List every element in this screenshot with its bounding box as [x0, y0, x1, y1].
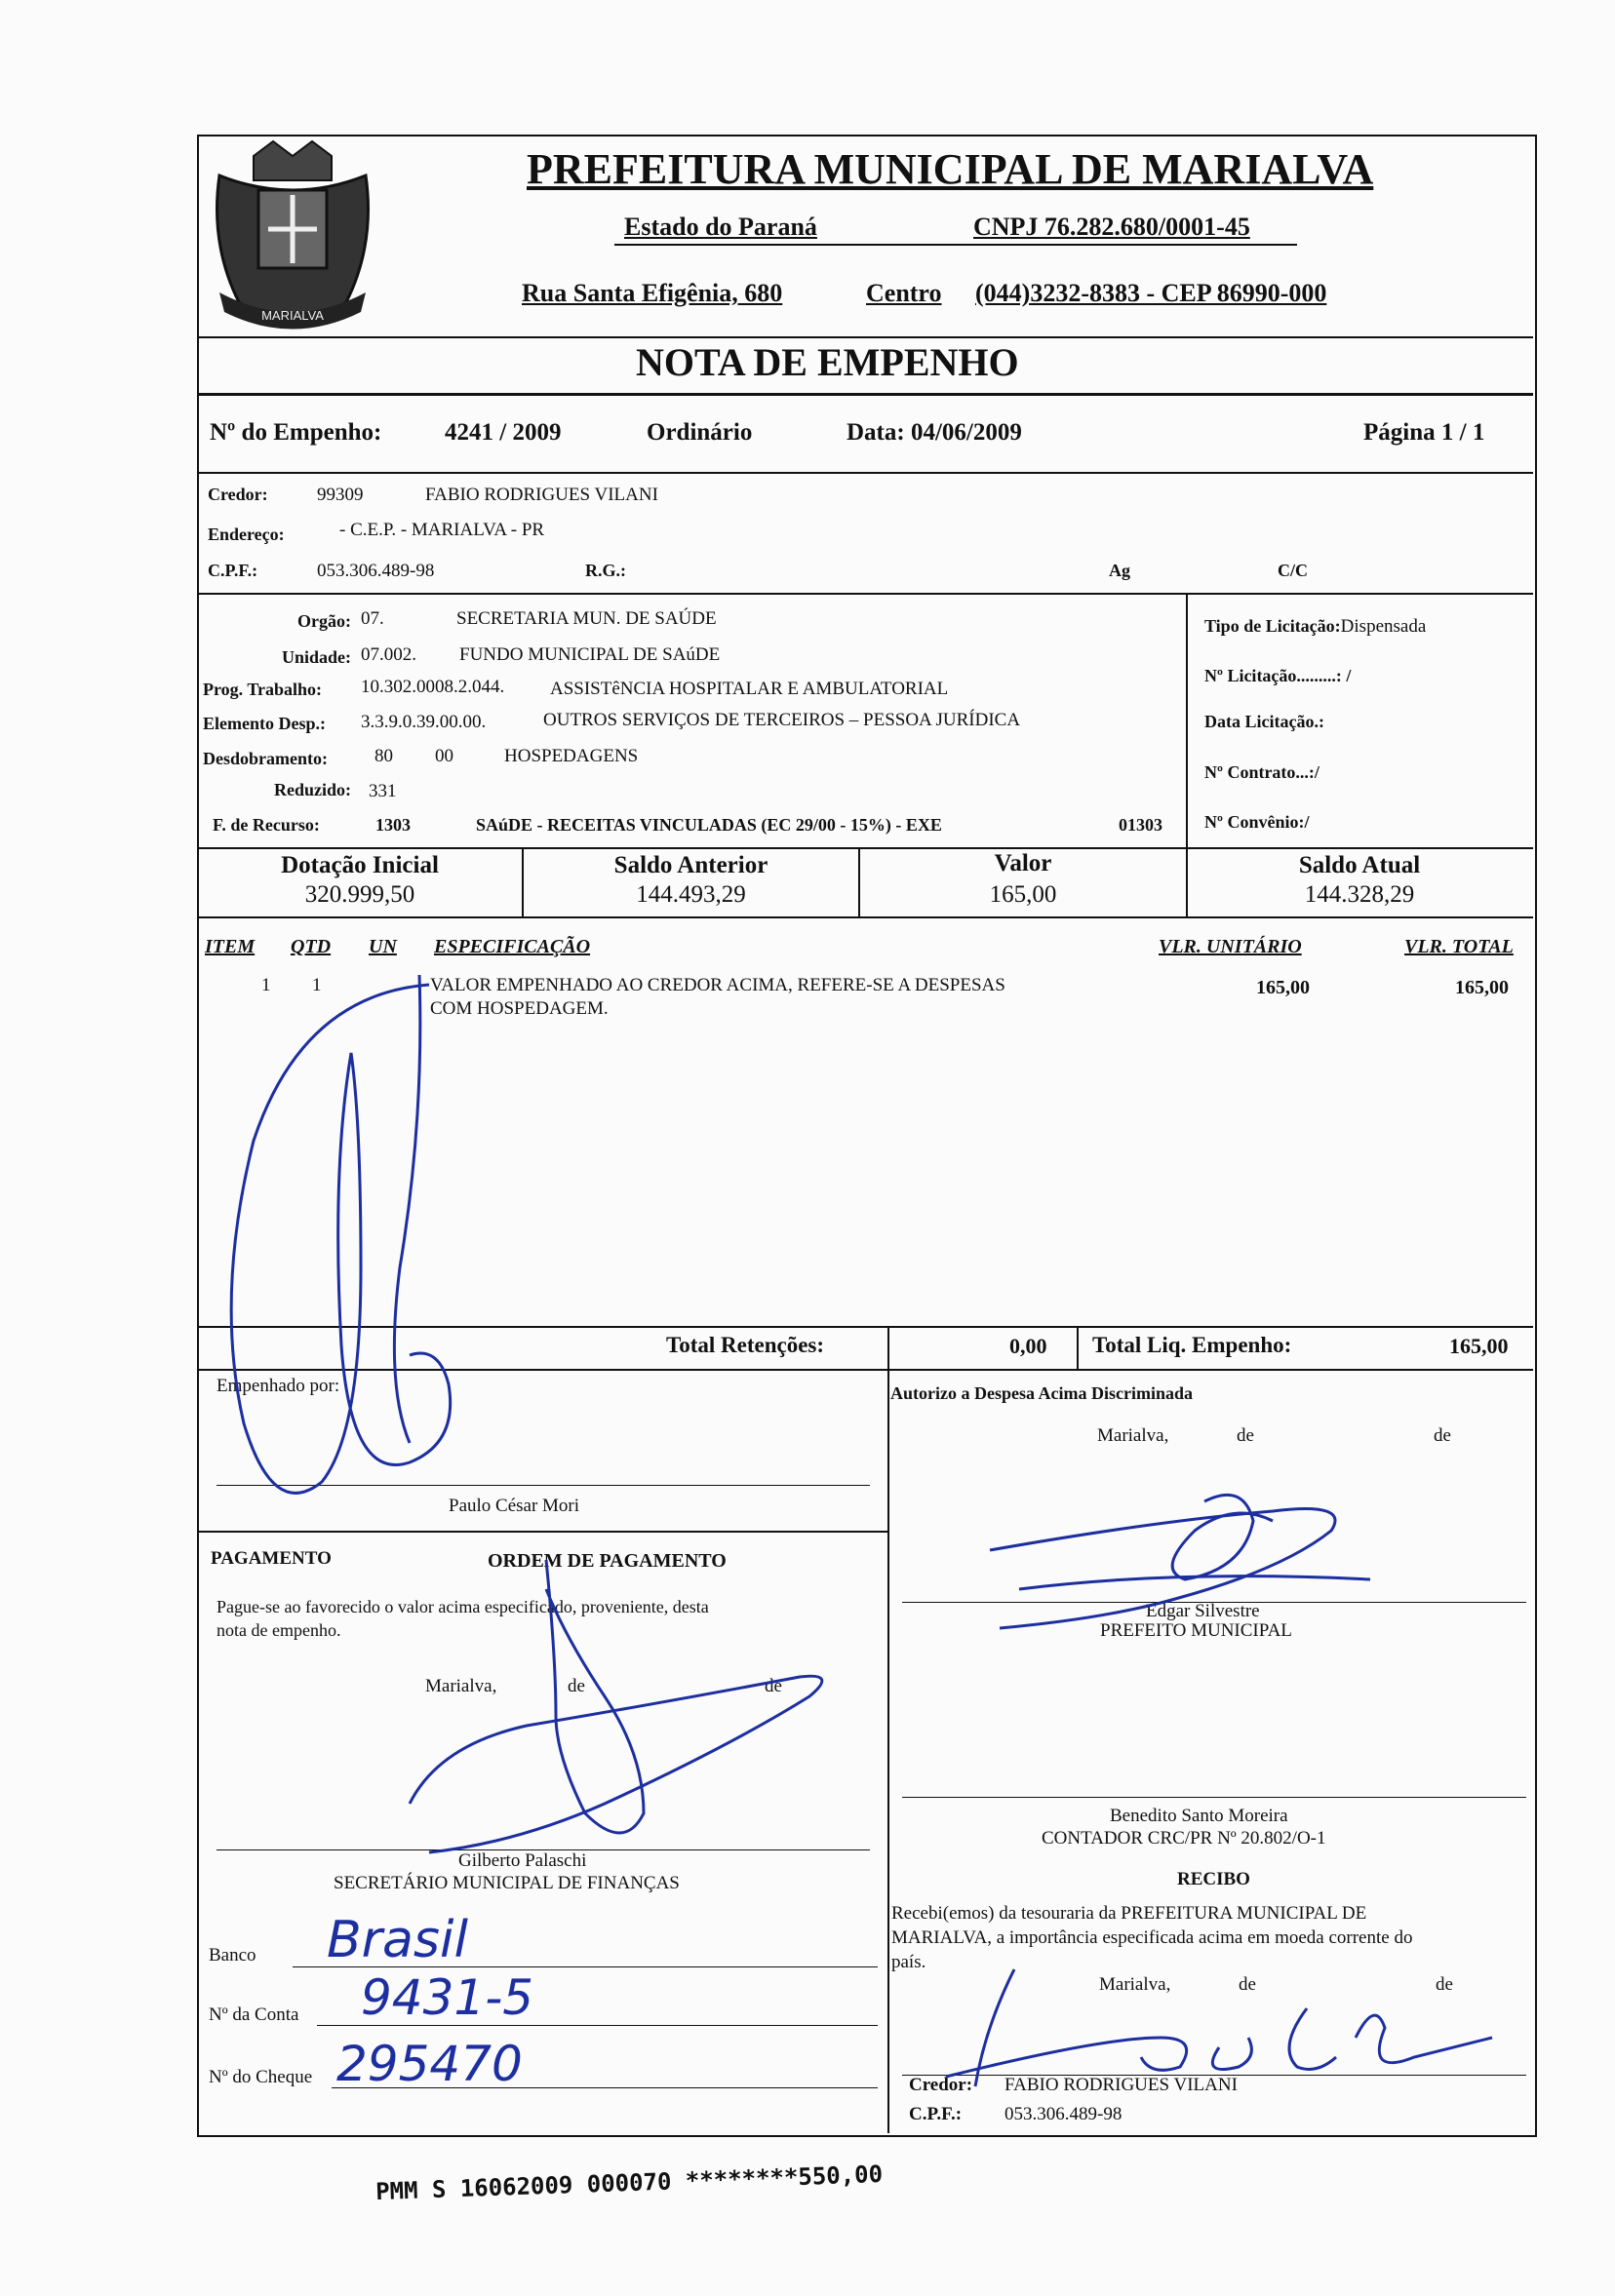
empenhado-label: Empenhado por: — [217, 1376, 340, 1396]
item-vlr-unitario: 165,00 — [1256, 977, 1310, 998]
banco-handwritten: Brasil — [327, 1911, 468, 1969]
licitacao-numero: Nº Licitação.........: / — [1204, 666, 1352, 685]
cheque-label: Nº do Cheque — [209, 2067, 313, 2087]
contador-sign-line — [902, 1797, 1526, 1798]
recibo-cpf-label: C.P.F.: — [909, 2104, 963, 2124]
valor-label: Valor — [994, 850, 1052, 876]
licitacao-tipo-label: Tipo de Licitação: — [1204, 616, 1341, 636]
prefeito-signature — [961, 1462, 1409, 1648]
autorizo-de-1: de — [1237, 1425, 1254, 1446]
credor-signature — [907, 1960, 1512, 2096]
licitacao-convenio: Nº Convênio:/ — [1204, 812, 1310, 832]
saldo-atual-value: 144.328,29 — [1304, 881, 1415, 908]
bottom-column-divider — [887, 1369, 889, 2133]
totais-divider-1 — [887, 1326, 889, 1369]
reduzido-label: Reduzido: — [273, 780, 351, 799]
header-rule-2 — [197, 336, 1533, 338]
cpf-value: 053.306.489-98 — [317, 561, 435, 581]
address: Rua Santa Efigênia, 680 — [522, 279, 783, 307]
autorizo-city: Marialva, — [1097, 1425, 1169, 1446]
recibo-text-line-3: país. — [891, 1952, 926, 1972]
liq-value: 165,00 — [1449, 1334, 1509, 1358]
desdobramento-code-1: 80 — [374, 746, 393, 766]
recibo-text-line-1: Recebi(emos) da tesouraria da PREFEITURA MUNICIPAL DE — [891, 1903, 1367, 1924]
prog-label: Prog. Trabalho: — [203, 680, 323, 699]
recibo-label: RECIBO — [1177, 1869, 1250, 1889]
recibo-credor-label: Credor: — [909, 2075, 973, 2095]
pagamento-text-line-1: Pague-se ao favorecido o valor acima especificado, proveniente, desta — [217, 1597, 709, 1616]
empenho-type: Ordinário — [647, 419, 753, 446]
conta-handwritten: 9431-5 — [361, 1969, 534, 2026]
page-number: Página 1 / 1 — [1363, 419, 1485, 446]
state-name: Estado do Paraná — [624, 213, 817, 241]
desdobramento-value: HOSPEDAGENS — [504, 746, 639, 766]
credor-label: Credor: — [208, 485, 268, 504]
cheque-handwritten: 295470 — [336, 2036, 523, 2092]
empenho-rule — [197, 472, 1533, 474]
credor-name: FABIO RODRIGUES VILANI — [425, 485, 658, 505]
dotacao-label: Dotação Inicial — [281, 852, 439, 878]
dotacao-value: 320.999,50 — [304, 881, 415, 908]
unidade-value: FUNDO MUNICIPAL DE SAúDE — [459, 644, 721, 665]
prog-code: 10.302.0008.2.044. — [361, 677, 505, 697]
pagamento-signer-role: SECRETÁRIO MUNICIPAL DE FINANÇAS — [334, 1873, 680, 1893]
contador-name: Benedito Santo Moreira — [1110, 1806, 1288, 1826]
unidade-label: Unidade: — [281, 647, 351, 667]
empenhado-signature — [215, 975, 458, 1521]
banco-label: Banco — [209, 1945, 256, 1965]
col-un: UN — [369, 936, 397, 957]
rg-label: R.G.: — [585, 561, 626, 580]
pagamento-city: Marialva, — [425, 1676, 497, 1696]
secretario-signature — [410, 1560, 839, 1872]
pagamento-de-2: de — [765, 1676, 782, 1696]
credor-code: 99309 — [317, 485, 364, 505]
recibo-cpf-value: 053.306.489-98 — [1004, 2104, 1123, 2124]
totais-divider-2 — [1077, 1326, 1079, 1369]
item-number: 1 — [261, 975, 271, 995]
item-desc-line-1: VALOR EMPENHADO AO CREDOR ACIMA, REFERE-SE A DESPESAS — [430, 975, 1005, 995]
pagamento-de-1: de — [568, 1676, 585, 1696]
saldo-anterior-value: 144.493,29 — [636, 881, 746, 908]
pagamento-label: PAGAMENTO — [211, 1548, 332, 1569]
autorizo-de-2: de — [1434, 1425, 1451, 1446]
conta-label: Nº da Conta — [209, 2004, 299, 2025]
municipal-seal-icon — [200, 136, 385, 341]
col-vlr-unitario: VLR. UNITÁRIO — [1159, 936, 1302, 957]
classif-divider — [1186, 593, 1188, 848]
col-especificacao: ESPECIFICAÇÃO — [434, 936, 591, 957]
item-vlr-total: 165,00 — [1455, 977, 1509, 998]
valor-value: 165,00 — [989, 881, 1057, 908]
municipality-title: PREFEITURA MUNICIPAL DE MARIALVA — [527, 145, 1374, 193]
empenho-number: 4241 / 2009 — [445, 419, 562, 446]
credor-rule — [197, 593, 1533, 595]
unidade-code: 07.002. — [361, 644, 416, 665]
empenhado-rule — [197, 1531, 889, 1533]
cnpj: CNPJ 76.282.680/0001-45 — [973, 213, 1250, 241]
document-title: NOTA DE EMPENHO — [636, 340, 1019, 384]
col-vlr-total: VLR. TOTAL — [1404, 936, 1514, 957]
cc-label: C/C — [1278, 561, 1308, 580]
recibo-credor-name: FABIO RODRIGUES VILANI — [1004, 2075, 1238, 2095]
licitacao-tipo-value: Dispensada — [1340, 616, 1427, 637]
elemento-value: OUTROS SERVIÇOS DE TERCEIROS – PESSOA JURÍDICA — [543, 710, 1021, 730]
ordem-pagamento-label: ORDEM DE PAGAMENTO — [488, 1550, 727, 1572]
empenho-label: Nº do Empenho: — [210, 419, 382, 446]
elemento-label: Elemento Desp.: — [203, 714, 326, 733]
classif-rule — [197, 847, 1533, 849]
district: Centro — [866, 279, 942, 307]
licitacao-data: Data Licitação.: — [1204, 712, 1324, 731]
ag-label: Ag — [1109, 561, 1130, 580]
col-item: ITEM — [205, 936, 256, 957]
autorizo-label: Autorizo a Despesa Acima Discriminada — [890, 1383, 1193, 1403]
retencoes-label: Total Retenções: — [666, 1333, 825, 1357]
pagamento-text-line-2: nota de empenho. — [217, 1620, 341, 1640]
licitacao-tipo — [1204, 616, 1426, 638]
endereco-label: Endereço: — [208, 525, 285, 544]
liq-label: Total Liq. Empenho: — [1092, 1333, 1292, 1357]
saldo-atual-label: Saldo Atual — [1298, 852, 1421, 878]
elemento-code: 3.3.9.0.39.00.00. — [361, 712, 487, 732]
desdobramento-label: Desdobramento: — [203, 749, 328, 768]
item-desc-line-2: COM HOSPEDAGEM. — [430, 998, 609, 1019]
pagamento-signer: Gilberto Palaschi — [458, 1850, 587, 1871]
orgao-code: 07. — [361, 608, 384, 629]
desdobramento-code-2: 00 — [435, 746, 453, 766]
cpf-label: C.P.F.: — [208, 561, 258, 580]
header-rule-1 — [614, 244, 1297, 246]
autorizo-signer: Edgar Silvestre — [1146, 1601, 1260, 1621]
endereco-value: - C.E.P. - MARIALVA - PR — [339, 520, 545, 540]
recurso-value: SAúDE - RECEITAS VINCULADAS (EC 29/00 - 15%) - EXE — [476, 815, 942, 835]
col-qtd: QTD — [291, 936, 332, 957]
recibo-text-line-2: MARIALVA, a importância especificada acima em moeda corrente do — [891, 1927, 1413, 1948]
seal-text: MARIALVA — [261, 308, 324, 323]
saldo-rule — [197, 916, 1533, 918]
orgao-value: SECRETARIA MUN. DE SAÚDE — [456, 608, 717, 629]
recurso-label: F. de Recurso: — [213, 815, 320, 835]
prog-value: ASSISTêNCIA HOSPITALAR E AMBULATORIAL — [550, 679, 949, 699]
reduzido-value: 331 — [369, 781, 397, 801]
title-rule — [197, 393, 1533, 396]
empenho-date: Data: 04/06/2009 — [847, 419, 1022, 446]
retencoes-value: 0,00 — [1009, 1334, 1047, 1358]
empenhado-name: Paulo César Mori — [449, 1496, 580, 1516]
phone-cep: (044)3232-8383 - CEP 86990-000 — [975, 279, 1327, 307]
autorizo-signer-role: PREFEITO MUNICIPAL — [1100, 1620, 1292, 1641]
saldo-anterior-label: Saldo Anterior — [613, 852, 768, 878]
recurso-code-2: 01303 — [1119, 815, 1162, 835]
recibo-city: Marialva, — [1099, 1974, 1171, 1995]
item-qtd: 1 — [312, 975, 322, 995]
recibo-de-2: de — [1436, 1974, 1453, 1995]
recibo-de-1: de — [1239, 1974, 1256, 1995]
recurso-code: 1303 — [375, 815, 411, 835]
orgao-label: Orgão: — [297, 611, 351, 631]
contador-role: CONTADOR CRC/PR Nº 20.802/O-1 — [1042, 1828, 1326, 1848]
payment-stamp: PMM S 16062009 000070 ********550,00 — [374, 2160, 884, 2206]
licitacao-contrato: Nº Contrato...:/ — [1204, 762, 1320, 782]
